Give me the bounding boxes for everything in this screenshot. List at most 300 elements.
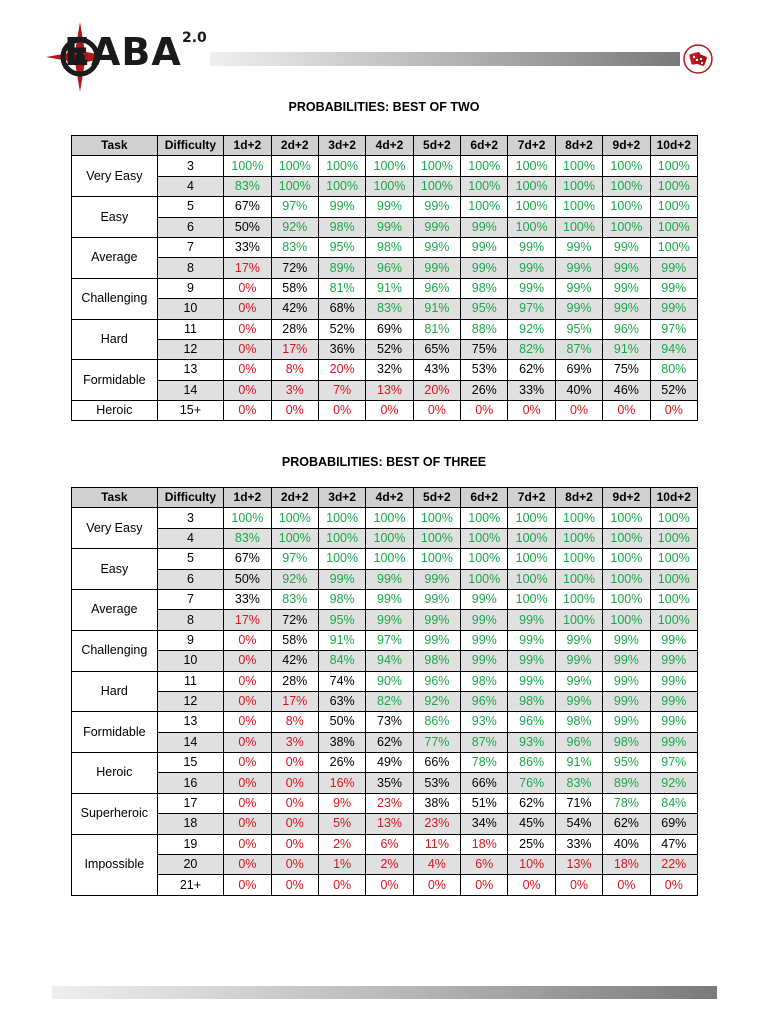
probability-cell: 99% — [366, 197, 413, 217]
probability-cell: 0% — [224, 339, 271, 359]
probability-cell: 100% — [555, 176, 602, 196]
difficulty-cell: 4 — [157, 176, 224, 196]
probability-cell: 92% — [413, 691, 460, 711]
probability-cell: 100% — [224, 508, 271, 528]
probability-cell: 99% — [413, 569, 460, 589]
probability-cell: 99% — [366, 569, 413, 589]
table-row — [72, 610, 698, 630]
probability-cell: 94% — [366, 651, 413, 671]
probability-cell: 75% — [603, 360, 650, 380]
probability-cell: 100% — [603, 176, 650, 196]
difficulty-cell: 14 — [157, 732, 224, 752]
probability-cell: 99% — [650, 630, 697, 650]
probability-cell: 100% — [318, 528, 365, 548]
probability-cell: 100% — [555, 156, 602, 176]
probability-cell: 0% — [271, 773, 318, 793]
column-header: 3d+2 — [318, 488, 365, 508]
probability-cell: 9% — [318, 793, 365, 813]
probability-cell: 92% — [508, 319, 555, 339]
probability-cell: 99% — [555, 278, 602, 298]
probability-cell: 98% — [461, 278, 508, 298]
probability-cell: 100% — [508, 589, 555, 609]
table-row — [72, 156, 698, 176]
probability-cell: 99% — [603, 630, 650, 650]
column-header: 8d+2 — [555, 136, 602, 156]
probability-cell: 0% — [271, 875, 318, 895]
probability-cell: 99% — [508, 651, 555, 671]
table-row — [72, 528, 698, 548]
difficulty-cell: 6 — [157, 217, 224, 237]
column-header: 9d+2 — [603, 488, 650, 508]
probability-cell: 100% — [650, 508, 697, 528]
probability-cell: 78% — [461, 753, 508, 773]
difficulty-cell: 5 — [157, 197, 224, 217]
probability-cell: 99% — [603, 712, 650, 732]
table-row — [72, 753, 698, 773]
probability-cell: 0% — [271, 834, 318, 854]
probability-cell: 99% — [555, 237, 602, 257]
header-gradient-bar — [210, 52, 680, 66]
probability-cell: 100% — [650, 156, 697, 176]
probability-cell: 0% — [224, 814, 271, 834]
task-label: Formidable — [72, 360, 158, 401]
probability-cell: 93% — [508, 732, 555, 752]
probability-cell: 77% — [413, 732, 460, 752]
probability-cell: 0% — [224, 773, 271, 793]
probability-cell: 17% — [271, 339, 318, 359]
probability-cell: 72% — [271, 610, 318, 630]
table-header-row — [72, 136, 698, 156]
probability-cell: 96% — [603, 319, 650, 339]
probability-cell: 91% — [555, 753, 602, 773]
probability-cell: 99% — [413, 197, 460, 217]
probability-cell: 100% — [555, 197, 602, 217]
probability-cell: 17% — [224, 610, 271, 630]
probability-cell: 100% — [224, 156, 271, 176]
probability-cell: 51% — [461, 793, 508, 813]
probability-cell: 100% — [366, 528, 413, 548]
probability-cell: 99% — [555, 671, 602, 691]
probability-cell: 0% — [224, 671, 271, 691]
probability-cell: 1% — [318, 855, 365, 875]
probability-cell: 38% — [413, 793, 460, 813]
probability-cell: 26% — [461, 380, 508, 400]
probability-cell: 99% — [603, 671, 650, 691]
probability-cell: 96% — [366, 258, 413, 278]
probability-cell: 99% — [603, 691, 650, 711]
probability-cell: 0% — [271, 855, 318, 875]
probability-cell: 54% — [555, 814, 602, 834]
difficulty-cell: 7 — [157, 237, 224, 257]
probability-cell: 100% — [271, 176, 318, 196]
probability-cell: 72% — [271, 258, 318, 278]
probability-cell: 99% — [508, 610, 555, 630]
probability-cell: 40% — [555, 380, 602, 400]
probability-cell: 96% — [413, 671, 460, 691]
column-header: 2d+2 — [271, 488, 318, 508]
probability-cell: 83% — [224, 176, 271, 196]
probability-cell: 100% — [318, 176, 365, 196]
probability-cell: 100% — [271, 528, 318, 548]
table-row — [72, 549, 698, 569]
probability-cell: 100% — [461, 508, 508, 528]
probability-cell: 99% — [555, 299, 602, 319]
column-header: 1d+2 — [224, 136, 271, 156]
table-row — [72, 299, 698, 319]
probability-cell: 99% — [318, 569, 365, 589]
column-header: 4d+2 — [366, 488, 413, 508]
probability-cell: 99% — [413, 589, 460, 609]
probability-cell: 28% — [271, 671, 318, 691]
probability-cell: 100% — [508, 549, 555, 569]
table-row — [72, 834, 698, 854]
probability-cell: 100% — [461, 156, 508, 176]
probability-cell: 100% — [413, 176, 460, 196]
probability-cell: 69% — [650, 814, 697, 834]
probability-cell: 99% — [508, 630, 555, 650]
probability-cell: 50% — [224, 569, 271, 589]
probability-cell: 99% — [603, 237, 650, 257]
probability-cell: 8% — [271, 712, 318, 732]
probability-cell: 0% — [650, 401, 697, 421]
probability-cell: 100% — [650, 589, 697, 609]
probability-cell: 0% — [603, 875, 650, 895]
probability-cell: 99% — [461, 258, 508, 278]
probability-cell: 100% — [603, 217, 650, 237]
probability-cell: 45% — [508, 814, 555, 834]
probability-cell: 42% — [271, 651, 318, 671]
probability-cell: 0% — [224, 691, 271, 711]
column-header: 2d+2 — [271, 136, 318, 156]
probability-cell: 99% — [650, 732, 697, 752]
probability-cell: 99% — [461, 651, 508, 671]
probability-cell: 3% — [271, 380, 318, 400]
probability-cell: 33% — [508, 380, 555, 400]
probability-cell: 92% — [271, 569, 318, 589]
probability-cell: 96% — [508, 712, 555, 732]
probability-cell: 100% — [366, 156, 413, 176]
difficulty-cell: 13 — [157, 360, 224, 380]
probability-cell: 76% — [508, 773, 555, 793]
table-row — [72, 814, 698, 834]
probability-cell: 99% — [461, 630, 508, 650]
probability-cell: 0% — [224, 299, 271, 319]
probability-cell: 0% — [271, 753, 318, 773]
probability-cell: 98% — [555, 712, 602, 732]
probability-cell: 0% — [318, 401, 365, 421]
column-header: 6d+2 — [461, 488, 508, 508]
probability-cell: 36% — [318, 339, 365, 359]
probability-cell: 96% — [555, 732, 602, 752]
probability-cell: 100% — [603, 589, 650, 609]
probability-cell: 100% — [318, 549, 365, 569]
probability-cell: 69% — [555, 360, 602, 380]
probability-cell: 10% — [508, 855, 555, 875]
probability-cell: 5% — [318, 814, 365, 834]
probability-cell: 98% — [603, 732, 650, 752]
task-label: Average — [72, 589, 158, 630]
probability-cell: 100% — [650, 217, 697, 237]
probability-cell: 0% — [224, 360, 271, 380]
probability-cell: 82% — [508, 339, 555, 359]
column-header: Task — [72, 488, 158, 508]
probability-cell: 100% — [413, 528, 460, 548]
probability-cell: 0% — [224, 855, 271, 875]
probability-cell: 100% — [366, 508, 413, 528]
probability-cell: 100% — [461, 549, 508, 569]
probability-cell: 87% — [555, 339, 602, 359]
probability-cell: 100% — [650, 197, 697, 217]
probability-cell: 98% — [508, 691, 555, 711]
column-header: 7d+2 — [508, 488, 555, 508]
probability-cell: 99% — [650, 691, 697, 711]
probability-cell: 17% — [271, 691, 318, 711]
probability-cell: 8% — [271, 360, 318, 380]
probability-cell: 47% — [650, 834, 697, 854]
probability-cell: 86% — [508, 753, 555, 773]
probability-cell: 99% — [555, 258, 602, 278]
probability-cell: 99% — [366, 610, 413, 630]
table-row — [72, 569, 698, 589]
probability-cell: 2% — [366, 855, 413, 875]
probability-cell: 0% — [461, 875, 508, 895]
probability-cell: 67% — [224, 549, 271, 569]
probability-cell: 100% — [555, 610, 602, 630]
difficulty-cell: 12 — [157, 691, 224, 711]
table-row — [72, 691, 698, 711]
probability-cell: 92% — [650, 773, 697, 793]
probability-cell: 40% — [603, 834, 650, 854]
probability-cell: 99% — [508, 278, 555, 298]
probability-cell: 86% — [413, 712, 460, 732]
table-row — [72, 651, 698, 671]
probability-cell: 95% — [318, 237, 365, 257]
probability-cell: 0% — [555, 401, 602, 421]
probability-cell: 63% — [318, 691, 365, 711]
column-header: 3d+2 — [318, 136, 365, 156]
probability-cell: 2% — [318, 834, 365, 854]
probability-cell: 99% — [603, 299, 650, 319]
dice-icon — [683, 44, 713, 74]
probability-cell: 100% — [650, 528, 697, 548]
probability-cell: 62% — [603, 814, 650, 834]
probability-cell: 81% — [318, 278, 365, 298]
probability-cell: 99% — [650, 651, 697, 671]
probability-cell: 91% — [413, 299, 460, 319]
difficulty-cell: 19 — [157, 834, 224, 854]
probability-cell: 99% — [555, 651, 602, 671]
table-row — [72, 258, 698, 278]
probability-cell: 99% — [508, 237, 555, 257]
probability-cell: 99% — [461, 237, 508, 257]
probability-cell: 69% — [366, 319, 413, 339]
table-title-best-of-two: PROBABILITIES: BEST OF TWO — [288, 100, 480, 114]
probability-cell: 96% — [461, 691, 508, 711]
table-row — [72, 217, 698, 237]
probability-cell: 99% — [413, 217, 460, 237]
difficulty-cell: 12 — [157, 339, 224, 359]
probability-cell: 98% — [318, 217, 365, 237]
probability-cell: 95% — [461, 299, 508, 319]
probability-cell: 99% — [461, 610, 508, 630]
column-header: 5d+2 — [413, 136, 460, 156]
probability-cell: 0% — [224, 278, 271, 298]
difficulty-cell: 20 — [157, 855, 224, 875]
table-row — [72, 339, 698, 359]
probability-cell: 66% — [461, 773, 508, 793]
probability-cell: 67% — [224, 197, 271, 217]
probability-cell: 97% — [271, 197, 318, 217]
probability-cell: 33% — [224, 589, 271, 609]
probability-cell: 52% — [318, 319, 365, 339]
probability-cell: 89% — [603, 773, 650, 793]
probability-cell: 33% — [555, 834, 602, 854]
probability-cell: 75% — [461, 339, 508, 359]
table-row — [72, 360, 698, 380]
probability-cell: 100% — [508, 156, 555, 176]
probability-cell: 17% — [224, 258, 271, 278]
task-label: Impossible — [72, 834, 158, 895]
probability-cell: 0% — [413, 401, 460, 421]
probability-cell: 0% — [224, 651, 271, 671]
probability-cell: 0% — [224, 319, 271, 339]
probability-cell: 83% — [366, 299, 413, 319]
probability-cell: 99% — [650, 278, 697, 298]
probability-cell: 99% — [413, 237, 460, 257]
probability-cell: 100% — [555, 528, 602, 548]
probability-cell: 18% — [461, 834, 508, 854]
probability-cell: 100% — [555, 508, 602, 528]
probability-cell: 20% — [318, 360, 365, 380]
difficulty-cell: 15 — [157, 753, 224, 773]
page-header — [0, 0, 768, 100]
column-header: 10d+2 — [650, 136, 697, 156]
probability-cell: 98% — [413, 651, 460, 671]
probability-cell: 100% — [603, 528, 650, 548]
table-row — [72, 319, 698, 339]
column-header: 1d+2 — [224, 488, 271, 508]
probability-cell: 99% — [413, 258, 460, 278]
probability-cell: 99% — [603, 278, 650, 298]
probability-cell: 100% — [271, 156, 318, 176]
probability-cell: 13% — [366, 814, 413, 834]
difficulty-cell: 15+ — [157, 401, 224, 421]
probability-cell: 100% — [603, 569, 650, 589]
probability-cell: 100% — [413, 508, 460, 528]
task-label: Easy — [72, 549, 158, 590]
table-row — [72, 793, 698, 813]
task-label: Hard — [72, 319, 158, 360]
table-row — [72, 278, 698, 298]
task-label: Challenging — [72, 630, 158, 671]
probability-cell: 23% — [413, 814, 460, 834]
probability-cell: 43% — [413, 360, 460, 380]
column-header: 8d+2 — [555, 488, 602, 508]
probability-cell: 100% — [461, 569, 508, 589]
probability-cell: 0% — [413, 875, 460, 895]
difficulty-cell: 9 — [157, 630, 224, 650]
probability-cell: 0% — [224, 380, 271, 400]
logo-version: 2.0 — [182, 30, 207, 46]
probability-cell: 13% — [555, 855, 602, 875]
probability-cell: 100% — [603, 197, 650, 217]
probability-cell: 87% — [461, 732, 508, 752]
probability-cell: 23% — [366, 793, 413, 813]
probability-cell: 81% — [413, 319, 460, 339]
difficulty-cell: 18 — [157, 814, 224, 834]
probability-cell: 97% — [508, 299, 555, 319]
probability-cell: 53% — [413, 773, 460, 793]
probability-cell: 97% — [650, 753, 697, 773]
probability-cell: 73% — [366, 712, 413, 732]
probability-cell: 80% — [650, 360, 697, 380]
probability-cell: 62% — [508, 793, 555, 813]
probability-cell: 0% — [224, 401, 271, 421]
probability-cell: 42% — [271, 299, 318, 319]
probability-cell: 25% — [508, 834, 555, 854]
probability-cell: 83% — [271, 589, 318, 609]
probability-cell: 100% — [603, 549, 650, 569]
probability-cell: 0% — [603, 401, 650, 421]
table-row — [72, 508, 698, 528]
probability-cell: 83% — [271, 237, 318, 257]
probability-cell: 100% — [603, 508, 650, 528]
probability-cell: 33% — [224, 237, 271, 257]
probability-cell: 11% — [413, 834, 460, 854]
probability-cell: 0% — [650, 875, 697, 895]
probability-cell: 97% — [366, 630, 413, 650]
task-label: Average — [72, 237, 158, 278]
probability-cell: 99% — [508, 671, 555, 691]
probability-cell: 74% — [318, 671, 365, 691]
probability-cell: 99% — [555, 630, 602, 650]
column-header: 10d+2 — [650, 488, 697, 508]
probability-cell: 0% — [318, 875, 365, 895]
probability-cell: 100% — [508, 508, 555, 528]
difficulty-cell: 13 — [157, 712, 224, 732]
table-row — [72, 380, 698, 400]
probability-cell: 100% — [508, 197, 555, 217]
probability-cell: 22% — [650, 855, 697, 875]
difficulty-cell: 6 — [157, 569, 224, 589]
probability-cell: 100% — [508, 528, 555, 548]
table-row — [72, 671, 698, 691]
probability-cell: 99% — [508, 258, 555, 278]
table-row — [72, 732, 698, 752]
probability-cell: 89% — [318, 258, 365, 278]
probability-cell: 0% — [508, 875, 555, 895]
probability-cell: 83% — [224, 528, 271, 548]
probability-cell: 0% — [224, 732, 271, 752]
probability-cell: 99% — [413, 610, 460, 630]
probability-cell: 99% — [366, 589, 413, 609]
probability-cell: 100% — [366, 549, 413, 569]
probability-cell: 99% — [603, 651, 650, 671]
probability-cell: 50% — [318, 712, 365, 732]
probability-cell: 0% — [224, 793, 271, 813]
probability-cell: 91% — [366, 278, 413, 298]
probability-cell: 20% — [413, 380, 460, 400]
table-row — [72, 875, 698, 895]
task-label: Heroic — [72, 753, 158, 794]
probability-cell: 100% — [461, 176, 508, 196]
task-label: Heroic — [72, 401, 158, 421]
probability-cell: 7% — [318, 380, 365, 400]
probability-cell: 83% — [555, 773, 602, 793]
task-label: Superheroic — [72, 793, 158, 834]
probability-cell: 58% — [271, 630, 318, 650]
difficulty-cell: 8 — [157, 610, 224, 630]
